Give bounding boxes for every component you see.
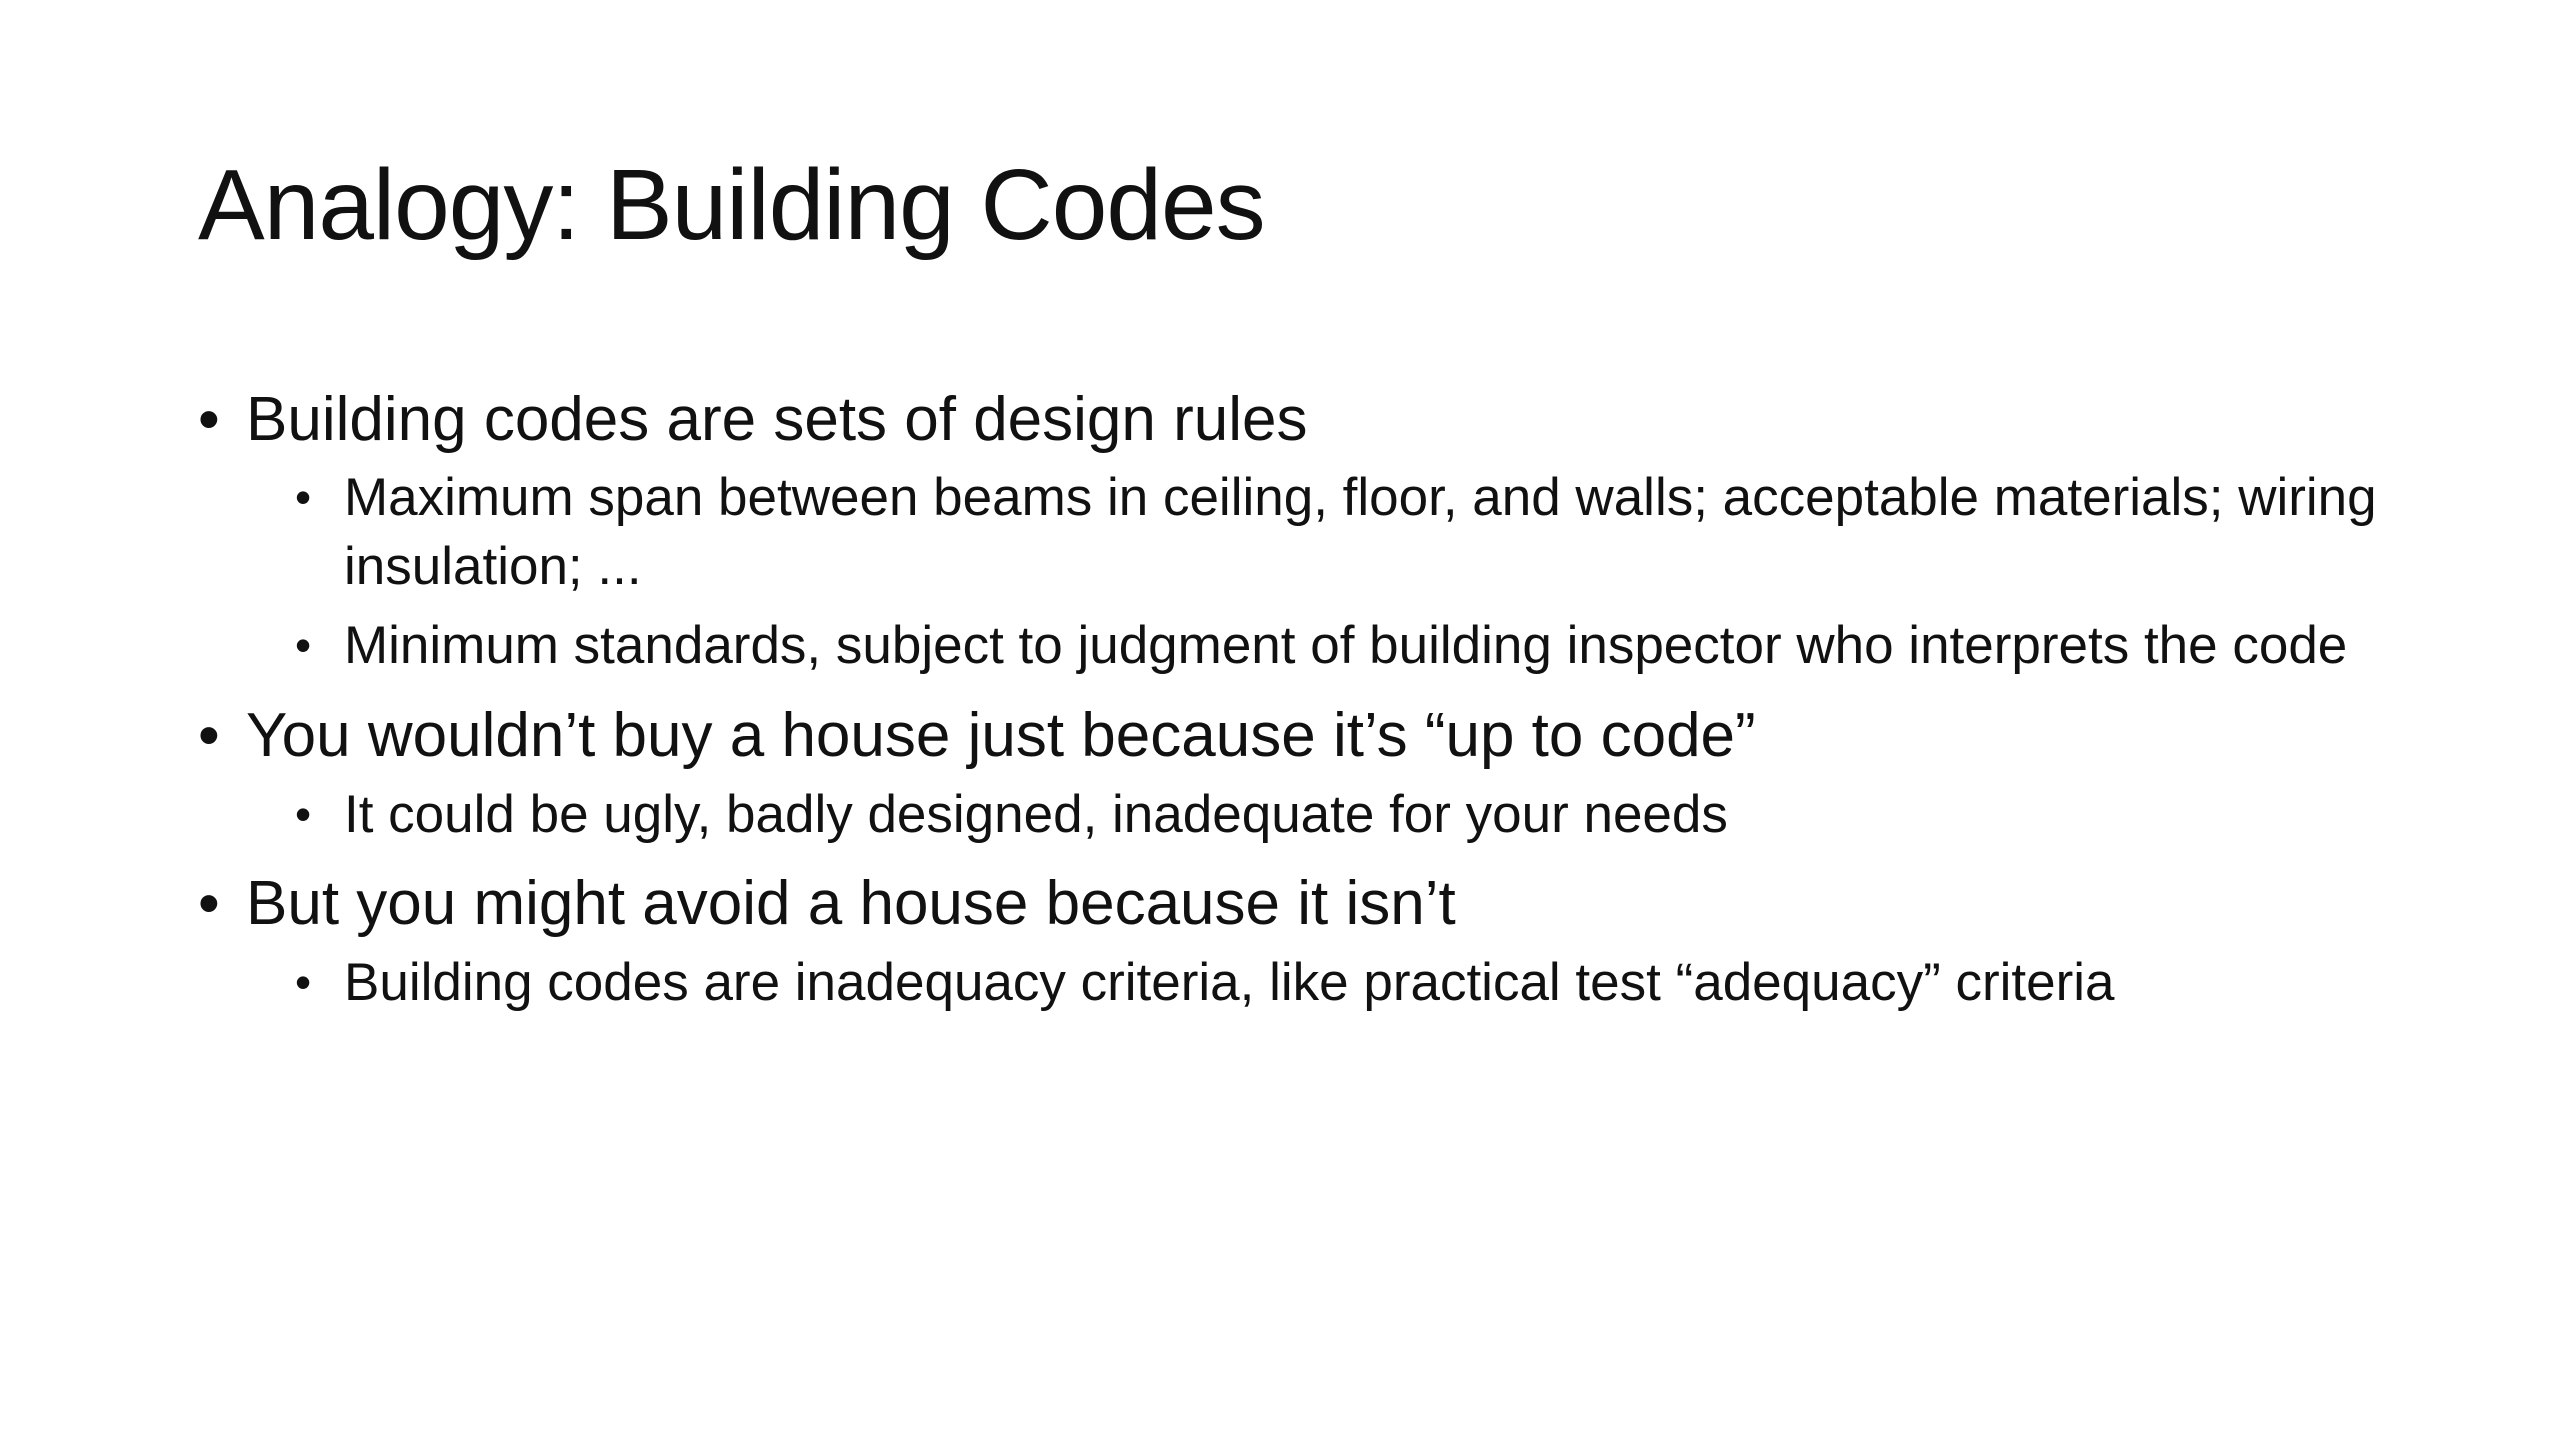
sub-bullet-text: Building codes are inadequacy criteria, like practical test “adequacy” criteria <box>344 952 2115 1012</box>
sub-bullet-icon: • <box>295 471 312 524</box>
sub-bullet-item-1-2 <box>198 612 2448 681</box>
sub-bullet-text: Maximum span between beams in ceiling, floor, and walls; acceptable materials; wiring insulation; ... <box>344 468 2377 597</box>
sub-bullet-text: It could be ugly, badly designed, inadequate for your needs <box>344 784 1728 844</box>
bullet-icon: • <box>198 385 220 454</box>
sub-bullet-item-2-1 <box>198 781 2448 850</box>
slide-title: Analogy: Building Codes <box>198 149 1265 261</box>
bullet-item-1 <box>198 385 2448 454</box>
bullet-icon: • <box>198 869 220 939</box>
bullet-icon: • <box>198 701 220 771</box>
bullet-list <box>198 385 2448 1018</box>
sub-bullet-icon: • <box>295 955 312 1008</box>
sub-bullet-icon: • <box>295 787 312 840</box>
bullet-item-2 <box>198 701 2448 770</box>
sub-bullet-item-3-1 <box>198 949 2448 1018</box>
bullet-item-3 <box>198 869 2448 938</box>
sub-bullet-item-1-1 <box>198 464 2448 602</box>
bullet-text: Building codes are sets of design rules <box>246 385 1308 454</box>
bullet-text: You wouldn’t buy a house just because it’s “up to code” <box>246 701 1756 771</box>
bullet-text: But you might avoid a house because it isn’t <box>246 869 1456 939</box>
sub-bullet-text: Minimum standards, subject to judgment of building inspector who interprets the code <box>344 616 2348 676</box>
sub-bullet-icon: • <box>295 619 312 672</box>
